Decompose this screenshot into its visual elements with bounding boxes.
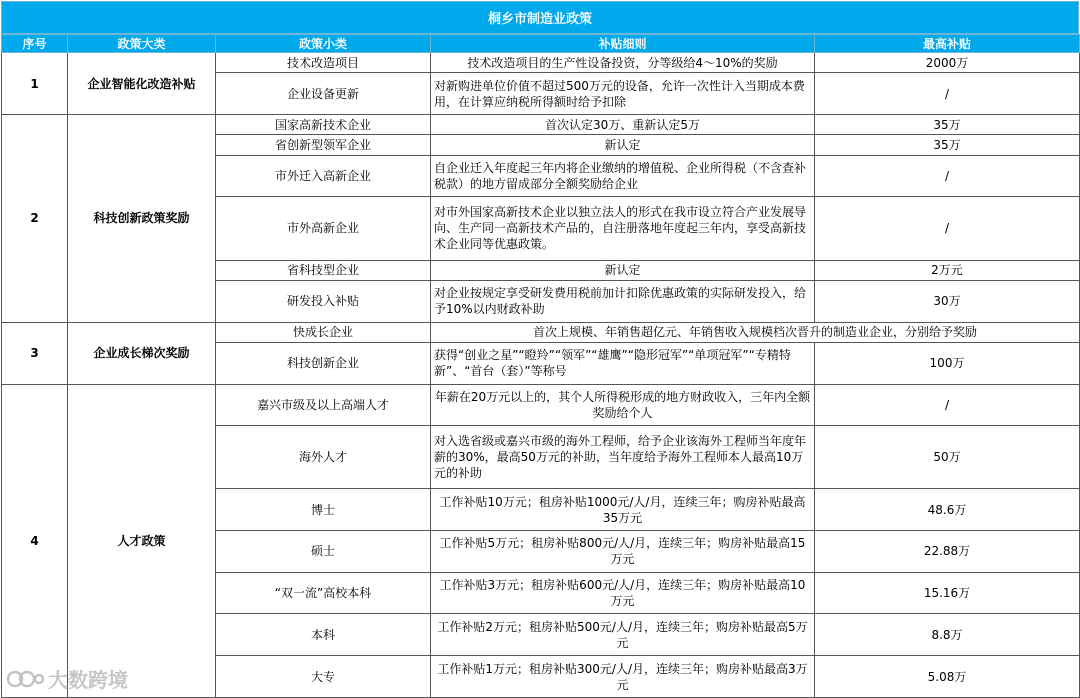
max-cell: 50万 [815,426,1080,489]
max-cell: / [815,155,1080,197]
detail-cell: 对市外国家高新技术企业以独立法人的形式在我市设立符合产业发展导向、生产同一高新技术产品的，自注册落地年度起三年内，享受高新技术企业同等优惠政策。 [431,197,815,260]
table-row [2,115,1080,135]
header-max: 最高补贴 [815,35,1080,53]
subcategory-cell: 嘉兴市级及以上高端人才 [216,384,431,426]
subcategory-cell: 大专 [216,656,431,698]
header-index: 序号 [2,35,68,53]
detail-cell: 工作补贴5万元；租房补贴800元/人/月，连续三年；购房补贴最高15万元 [431,531,815,573]
detail-cell: 工作补贴10万元；租房补贴1000元/人/月，连续三年；购房补贴最高35万元 [431,489,815,531]
subcategory-cell: 市外迁入高新企业 [216,155,431,197]
detail-cell: 工作补贴3万元；租房补贴600元/人/月，连续三年；购房补贴最高10万元 [431,572,815,614]
section-category: 科技创新政策奖励 [68,115,216,323]
max-cell: / [815,197,1080,260]
section-number: 3 [2,322,68,384]
table-row [2,322,1080,342]
max-cell: 100万 [815,342,1080,384]
section-number: 1 [2,53,68,115]
detail-cell: 技术改造项目的生产性设备投资，分等级给4～10%的奖励 [431,53,815,73]
subcategory-cell: 本科 [216,614,431,656]
detail-cell: 首次上规模、年销售超亿元、年销售收入规模档次晋升的制造业企业，分别给予奖励 [431,322,1080,342]
max-cell: 30万 [815,280,1080,322]
detail-cell: 工作补贴1万元；租房补贴300元/人/月，连续三年；购房补贴最高3万元 [431,656,815,698]
subcategory-cell: 市外高新企业 [216,197,431,260]
max-cell: / [815,73,1080,115]
max-cell: 22.88万 [815,531,1080,573]
subcategory-cell: 科技创新企业 [216,342,431,384]
policy-table [1,34,1080,698]
section-number: 2 [2,115,68,323]
max-cell: 2000万 [815,53,1080,73]
header-row [2,35,1080,53]
detail-cell: 自企业迁入年度起三年内将企业缴纳的增值税、企业所得税（不含查补税款）的地方留成部分全额奖励给企业 [431,155,815,197]
detail-cell: 对新购进单位价值不超过500万元的设备，允许一次性计入当期成本费用，在计算应纳税所得额时给予扣除 [431,73,815,115]
max-cell: 35万 [815,135,1080,155]
table-row [2,53,1080,73]
subcategory-cell: 硕士 [216,531,431,573]
header-subcategory: 政策小类 [216,35,431,53]
detail-cell: 年薪在20万元以上的，其个人所得税形成的地方财政收入，三年内全额奖励给个人 [431,384,815,426]
max-cell: 35万 [815,115,1080,135]
header-detail: 补贴细则 [431,35,815,53]
detail-cell: 对企业按规定享受研发费用税前加计扣除优惠政策的实际研发投入，给予10%以内财政补助 [431,280,815,322]
detail-cell: 获得“创业之星”“瞪羚”“领军”“雄鹰”“隐形冠军”“单项冠军”“专精特新”、“首台（套）”等称号 [431,342,815,384]
detail-cell: 工作补贴2万元；租房补贴500元/人/月，连续三年；购房补贴最高5万元 [431,614,815,656]
section-number: 4 [2,384,68,697]
detail-cell: 新认定 [431,260,815,280]
subcategory-cell: 海外人才 [216,426,431,489]
subcategory-cell: 博士 [216,489,431,531]
subcategory-cell: 省创新型领军企业 [216,135,431,155]
subcategory-cell: 省科技型企业 [216,260,431,280]
subcategory-cell: 技术改造项目 [216,53,431,73]
max-cell: 48.6万 [815,489,1080,531]
max-cell: 8.8万 [815,614,1080,656]
section-category: 企业智能化改造补贴 [68,53,216,115]
subcategory-cell: 企业设备更新 [216,73,431,115]
table-title: 桐乡市制造业政策 [1,1,1079,34]
detail-cell: 对入选省级或嘉兴市级的海外工程师，给予企业该海外工程师当年度年薪的30%，最高50万元的补助，当年度给予海外工程师本人最高10万元的补助 [431,426,815,489]
header-category: 政策大类 [68,35,216,53]
max-cell: / [815,384,1080,426]
section-category: 企业成长梯次奖励 [68,322,216,384]
detail-cell: 新认定 [431,135,815,155]
subcategory-cell: 国家高新技术企业 [216,115,431,135]
subcategory-cell: 研发投入补贴 [216,280,431,322]
section-category: 人才政策 [68,384,216,697]
max-cell: 2万元 [815,260,1080,280]
subcategory-cell: 快成长企业 [216,322,431,342]
detail-cell: 首次认定30万、重新认定5万 [431,115,815,135]
max-cell: 5.08万 [815,656,1080,698]
table-row [2,384,1080,426]
watermark-text: 大数跨境 [48,668,128,692]
max-cell: 15.16万 [815,572,1080,614]
subcategory-cell: “双一流”高校本科 [216,572,431,614]
